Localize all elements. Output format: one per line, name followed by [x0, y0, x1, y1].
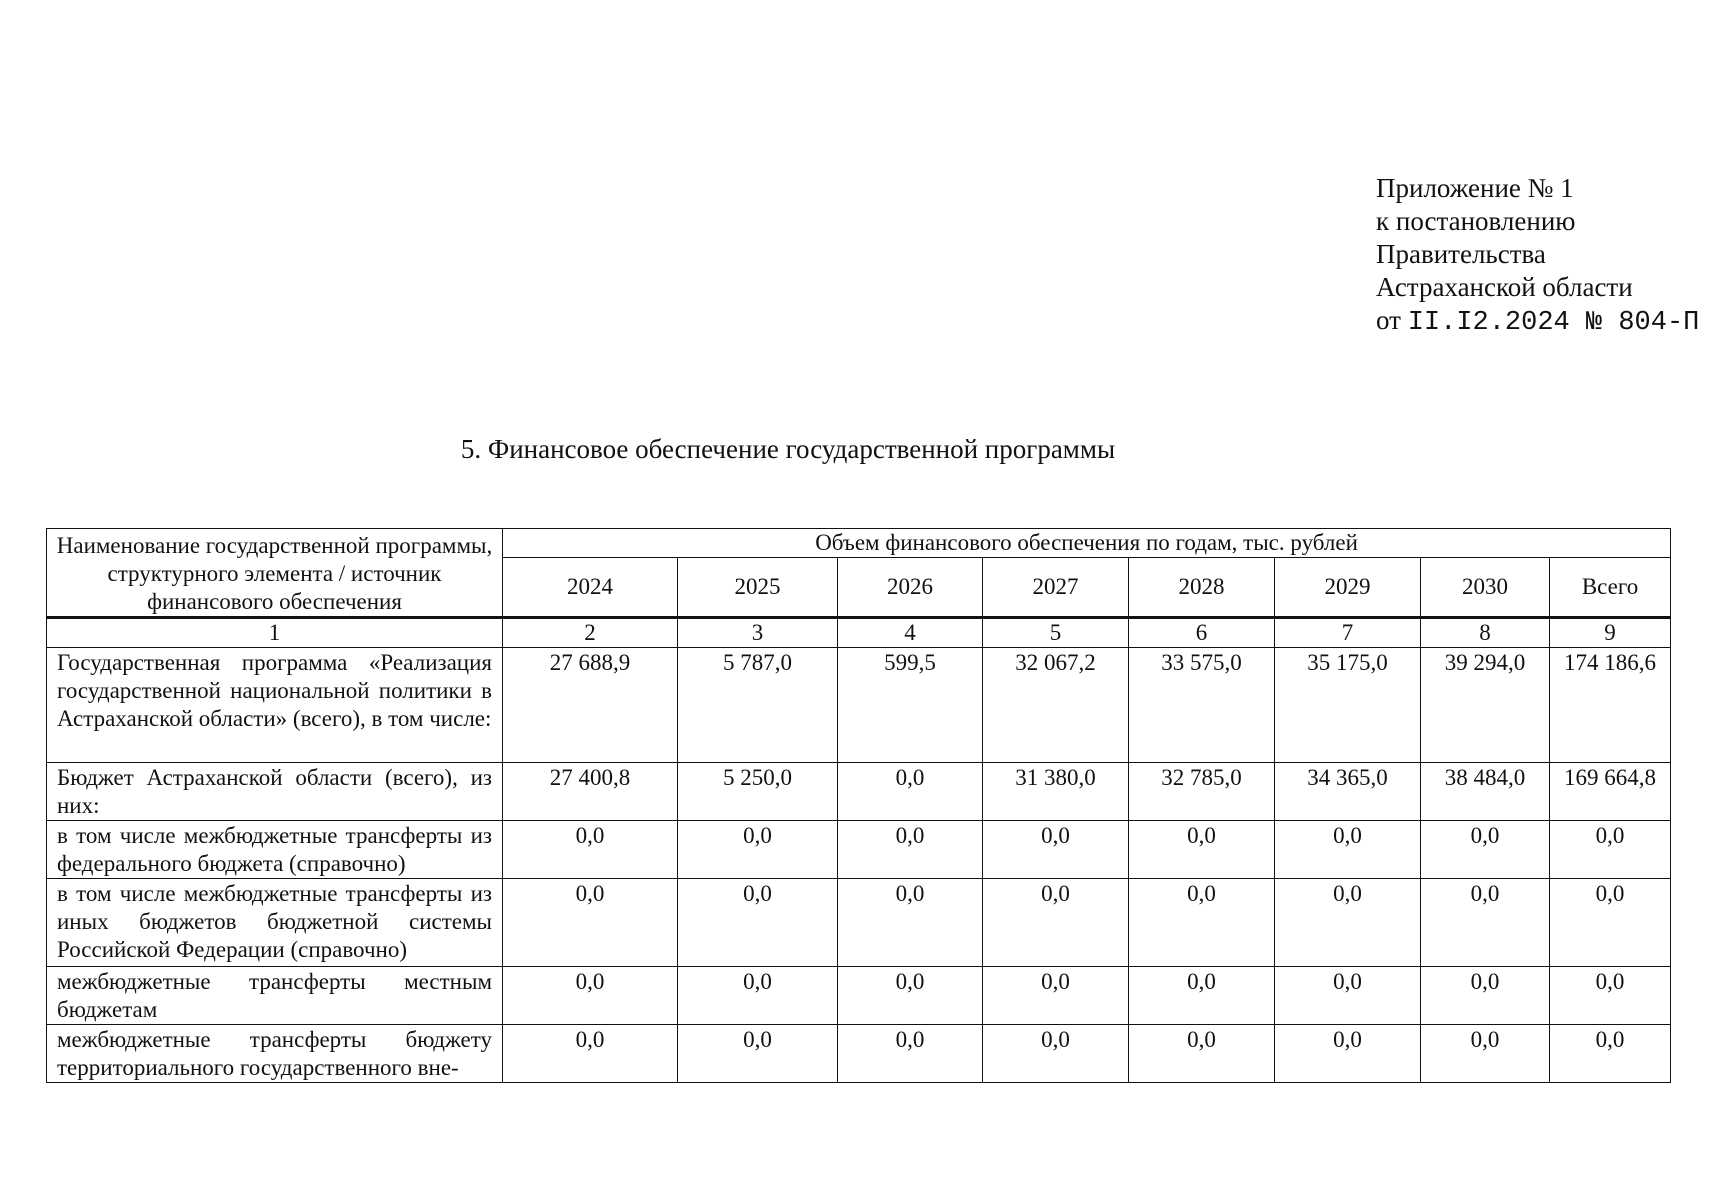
- cell-value: 0,0: [1421, 1025, 1550, 1083]
- row-name: в том числе межбюджетные трансферты из иных бюджетов бюджетной системы Российской Федерации (справочно): [47, 879, 503, 967]
- year-header: 2028: [1129, 557, 1275, 617]
- cell-value: 33 575,0: [1129, 648, 1275, 763]
- cell-value: 0,0: [678, 967, 838, 1025]
- cell-value: 0,0: [1129, 1025, 1275, 1083]
- year-header: 2026: [838, 557, 983, 617]
- cell-value: 27 400,8: [503, 763, 678, 821]
- row-name: Бюджет Астраханской области (всего), из них:: [47, 763, 503, 821]
- cell-value: 0,0: [503, 967, 678, 1025]
- cell-value: 0,0: [838, 879, 983, 967]
- cell-value: 0,0: [1129, 879, 1275, 967]
- total-header: Всего: [1550, 557, 1671, 617]
- cell-total: 0,0: [1550, 879, 1671, 967]
- cell-value: 0,0: [1275, 821, 1421, 879]
- cell-value: 0,0: [1129, 967, 1275, 1025]
- cell-value: 32 785,0: [1129, 763, 1275, 821]
- row-name: межбюджетные трансферты бюджету территориального государственного вне-: [47, 1025, 503, 1083]
- column-number: 2: [503, 618, 678, 648]
- appendix-date-line: [1376, 304, 1699, 340]
- cell-value: 0,0: [1421, 879, 1550, 967]
- appendix-line: Астраханской области: [1376, 272, 1633, 302]
- appendix-line: Приложение № 1: [1376, 173, 1574, 203]
- column-number: 5: [983, 618, 1129, 648]
- cell-total: 0,0: [1550, 821, 1671, 879]
- cell-value: 0,0: [983, 879, 1129, 967]
- table-row: [47, 821, 1671, 879]
- cell-value: 0,0: [1275, 967, 1421, 1025]
- cell-value: 0,0: [838, 821, 983, 879]
- cell-total: 0,0: [1550, 967, 1671, 1025]
- cell-value: 5 250,0: [678, 763, 838, 821]
- cell-value: 0,0: [983, 821, 1129, 879]
- volume-header: Объем финансового обеспечения по годам, тыс. рублей: [503, 529, 1671, 558]
- table-row: [47, 763, 1671, 821]
- cell-value: 0,0: [838, 967, 983, 1025]
- row-name: Государственная программа «Реализация государственной национальной политики в Астраханской области» (всего), в том числе:: [47, 648, 503, 763]
- cell-value: 0,0: [678, 879, 838, 967]
- column-number-row: [47, 618, 1671, 648]
- cell-value: 0,0: [983, 1025, 1129, 1083]
- cell-value: 0,0: [678, 821, 838, 879]
- column-number: 7: [1275, 618, 1421, 648]
- name-column-header: Наименование государственной программы, структурного элемента / источник финансового обеспечения: [47, 529, 503, 618]
- row-name: в том числе межбюджетные трансферты из федерального бюджета (справочно): [47, 821, 503, 879]
- cell-value: 27 688,9: [503, 648, 678, 763]
- year-header: 2027: [983, 557, 1129, 617]
- year-header: 2024: [503, 557, 678, 617]
- appendix-line: к постановлению: [1376, 206, 1576, 236]
- cell-value: 0,0: [838, 1025, 983, 1083]
- cell-value: 39 294,0: [1421, 648, 1550, 763]
- cell-value: 0,0: [1421, 967, 1550, 1025]
- column-number: 8: [1421, 618, 1550, 648]
- cell-value: 0,0: [838, 763, 983, 821]
- appendix-date-prefix: от: [1376, 305, 1401, 335]
- section-title: [0, 434, 1716, 465]
- cell-value: 0,0: [503, 821, 678, 879]
- table-row: [47, 967, 1671, 1025]
- section-title-text: 5. Финансовое обеспечение государственной программы: [460, 434, 1116, 464]
- column-number: 9: [1550, 618, 1671, 648]
- cell-value: 0,0: [503, 879, 678, 967]
- cell-value: 0,0: [983, 967, 1129, 1025]
- cell-total: 169 664,8: [1550, 763, 1671, 821]
- cell-value: 0,0: [1421, 821, 1550, 879]
- cell-value: 5 787,0: [678, 648, 838, 763]
- header-row-top: [47, 529, 1671, 558]
- year-header: 2029: [1275, 557, 1421, 617]
- cell-value: 0,0: [1129, 821, 1275, 879]
- column-number: 6: [1129, 618, 1275, 648]
- cell-value: 599,5: [838, 648, 983, 763]
- table-row: [47, 879, 1671, 967]
- resolution-number: II.I2.2024 № 804-П: [1407, 308, 1700, 338]
- row-name: межбюджетные трансферты местным бюджетам: [47, 967, 503, 1025]
- year-header: 2025: [678, 557, 838, 617]
- column-number: 1: [47, 618, 503, 648]
- cell-value: 32 067,2: [983, 648, 1129, 763]
- cell-total: 174 186,6: [1550, 648, 1671, 763]
- table-row: [47, 1025, 1671, 1083]
- cell-value: 34 365,0: [1275, 763, 1421, 821]
- cell-total: 0,0: [1550, 1025, 1671, 1083]
- cell-value: 35 175,0: [1275, 648, 1421, 763]
- cell-value: 0,0: [1275, 1025, 1421, 1083]
- cell-value: 0,0: [678, 1025, 838, 1083]
- cell-value: 38 484,0: [1421, 763, 1550, 821]
- appendix-line: Правительства: [1376, 239, 1546, 269]
- financing-table: [46, 528, 1671, 1083]
- year-header: 2030: [1421, 557, 1550, 617]
- table-row: [47, 648, 1671, 763]
- cell-value: 0,0: [503, 1025, 678, 1083]
- column-number: 4: [838, 618, 983, 648]
- appendix-block: [1376, 172, 1699, 340]
- cell-value: 0,0: [1275, 879, 1421, 967]
- cell-value: 31 380,0: [983, 763, 1129, 821]
- column-number: 3: [678, 618, 838, 648]
